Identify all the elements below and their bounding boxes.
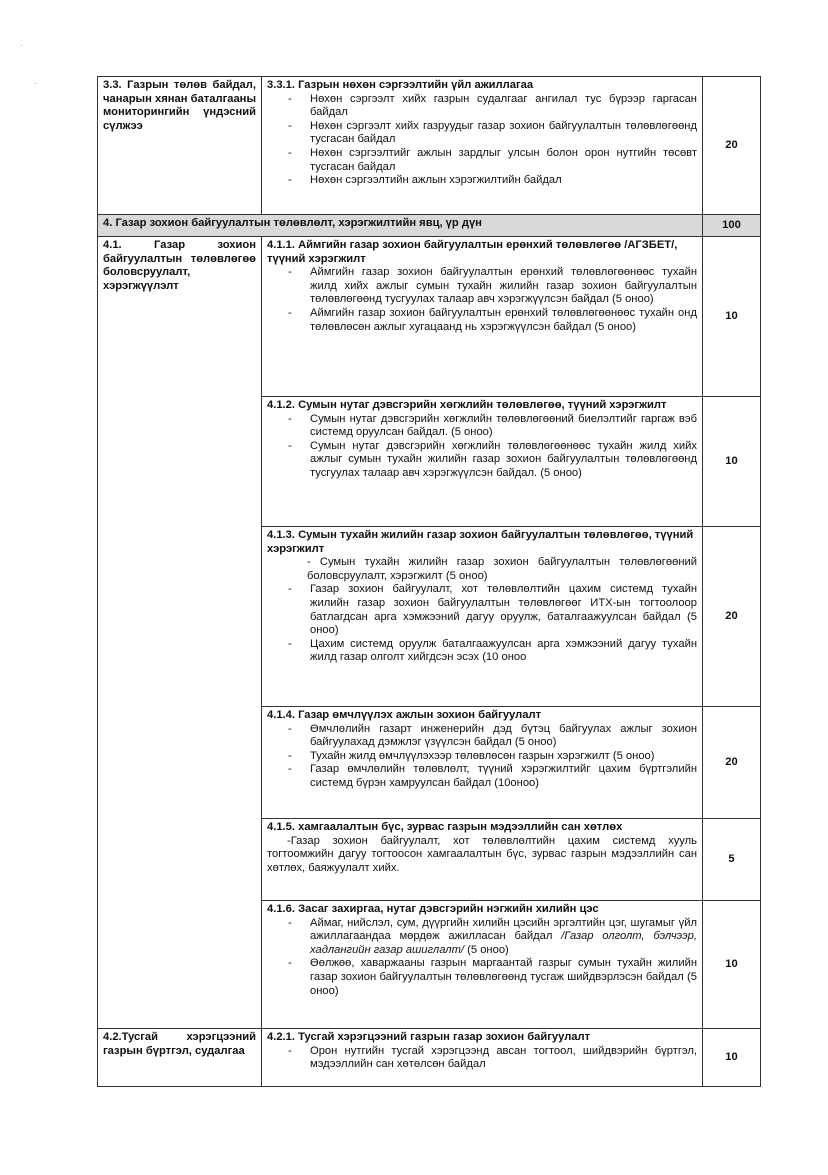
list-item: - Тухайн жилд өмчлүүлэхээр төлөвлөсөн газрын хэрэгжилт (5 оноо) (285, 750, 697, 764)
list-item: - Нөхөн сэргээлтийг ажлын зардлыг улсын болон орон нутгийн төсөвт тусгасан байдал (285, 147, 697, 174)
item-text: Аймаг, нийслэл, сум, дүүргийн хилийн цэсийн эргэлтийн цэг, шугамыг үйл ажиллагаандаа мөрдөж ажилласан байдал (310, 916, 697, 943)
list-item (285, 917, 697, 958)
criterion-cell (262, 397, 703, 527)
criterion-heading: 4.1.6. Засаг захиргаа, нутаг дэвсгэрийн нэгжийн хилийн цэс (267, 903, 599, 915)
row-label: 4.1. Газар зохион байгуулалтын төлөвлөгөө боловсруулалт, хэрэгжүүлэлт (98, 237, 262, 1029)
list-item: - Сумын нутаг дэвсгэрийн хөгжлийн төлөвлөгөөнөөс тухайн жилд хийх ажлыг сумын тухайн жилийн газар зохион байгуулалтын төлөвлөгөөнд тусгуулах талаар авч хэрэгжүүлсэн байдал. (5 оноо) (285, 440, 697, 481)
criterion-cell (262, 77, 703, 215)
criterion-cell (262, 901, 703, 1029)
score-cell: 10 (703, 397, 761, 527)
list-item: - Цахим системд оруулж баталгаажуулсан арга хэмжээний дагуу тухайн жилд газар олголт хийгдсэн эсэх (10 оноо (285, 638, 697, 665)
section-row (98, 215, 761, 237)
score-cell: 10 (703, 1029, 761, 1087)
criterion-heading: 4.1.1. Аймгийн газар зохион байгуулалтын ерөнхий төлөвлөгөө /АГЗБЕТ/, түүний хэрэгжилт (267, 239, 678, 265)
list-item: - Орон нутгийн тусгай хэрэгцээнд авсан тогтоол, шийдвэрийн бүртгэл, мэдээллийн сан хөтөлсөн байдал (285, 1045, 697, 1072)
criterion-list (267, 413, 697, 481)
list-item: - Аймгийн газар зохион байгуулалтын ерөнхий төлөвлөгөөнөөс тухайн онд төлөвлөсөн ажлыг хугацаанд нь хэрэгжүүлсэн байдал (5 оноо) (285, 307, 697, 334)
score-cell: 5 (703, 819, 761, 901)
table-row (98, 1029, 761, 1087)
criterion-text: - Сумын тухайн жилийн газар зохион байгуулалтын төлөвлөгөөний боловсруулалт, хэрэгжилт (5 оноо) (307, 556, 697, 582)
list-item: - Аймгийн газар зохион байгуулалтын ерөнхий төлөвлөгөөнөөс тухайн жилд хийх ажлыг сумын тухайн жилийн газар зохион байгуулалтын төлөвлөгөөнд тусгуулах талаар авч хэрэгжүүлсэн байдал (5 оноо) (285, 266, 697, 307)
list-item: - Өмчлөлийн газарт инженерийн дэд бүтэц байгуулах ажлыг зохион байгуулахад дэмжлэг үзүүлсэн байдал (5 оноо) (285, 723, 697, 750)
criterion-heading: 4.1.2. Сумын нутаг дэвсгэрийн хөгжлийн төлөвлөгөө, түүний хэрэгжилт (267, 399, 667, 411)
row-label: 4.2.Тусгай хэрэгцээний газрын бүртгэл, судалгаа (98, 1029, 262, 1087)
score-cell: 10 (703, 901, 761, 1029)
criterion-heading: 4.1.4. Газар өмчлүүлэх ажлын зохион байгуулалт (267, 709, 542, 721)
criterion-list (267, 723, 697, 791)
criterion-heading: 4.1.5. хамгаалалтын бүс, зурвас газрын мэдээллийн сан хөтлөх (267, 821, 623, 833)
criterion-heading: 4.1.3. Сумын тухайн жилийн газар зохион байгуулалтын төлөвлөгөө, түүний хэрэгжилт (267, 529, 694, 555)
score-cell: 20 (703, 77, 761, 215)
list-item: - Өөлжөө, хаваржааны газрын маргаантай газрыг сумын тухайн жилийн газар зохион байгуулалтын төлөвлөгөөнд тусгаж шийдвэрлэсэн байдал (5 оноо) (285, 957, 697, 998)
criterion-list (267, 583, 697, 665)
criterion-list (267, 1045, 697, 1072)
score-cell: 10 (703, 237, 761, 397)
scan-mark: · (20, 40, 23, 50)
criteria-table (97, 76, 761, 1087)
criterion-heading: 3.3.1. Газрын нөхөн сэргээлтийн үйл ажиллагаа (267, 79, 534, 91)
row-label: 3.3. Газрын төлөв байдал, чанарын хянан баталгааны мониторингийн үндэсний сүлжээ (98, 77, 262, 215)
section-score: 100 (703, 215, 761, 237)
scan-mark: - (34, 78, 37, 88)
criterion-cell (262, 1029, 703, 1087)
score-cell: 20 (703, 527, 761, 707)
criterion-heading: 4.2.1. Тусгай хэрэгцээний газрын газар зохион байгуулалт (267, 1031, 591, 1043)
list-item: - Нөхөн сэргээлт хийх газруудыг газар зохион байгуулалтын төлөвлөгөөнд тусгасан байдал (285, 120, 697, 147)
criterion-cell (262, 527, 703, 707)
criterion-list (267, 917, 697, 999)
list-item: - Сумын нутаг дэвсгэрийн хөгжлийн төлөвлөгөөний биелэлтийг гаргаж вэб системд оруулсан байдал. (5 оноо) (285, 413, 697, 440)
list-item: - Газар зохион байгуулалт, хот төлөвлөлтийн цахим системд тухайн жилийн газар зохион байгуулалтын төлөвлөгөөг ИТХ-ын тогтоолоор батлагдсан арга хэмжээний дагуу оруулж, баталгаажуулсан байдал (5 оноо) (285, 583, 697, 637)
table-row (98, 77, 761, 215)
section-title: 4. Газар зохион байгуулалтын төлөвлөлт, хэрэгжилтийн явц, үр дүн (98, 215, 703, 237)
criterion-text: -Газар зохион байгуулалт, хот төлөвлөлтийн цахим системд хууль тогтоомжийн дагуу тогтоосон хамгаалалтын бүс, зурвас газрын мэдээллийн сан хөтлөх, баяжуулалт хийх. (267, 834, 697, 874)
list-item: - Газар өмчлөлийн төлөвлөлт, түүний хэрэгжилтийг цахим бүртгэлийн системд бүрэн хамруулсан байдал (10оноо) (285, 763, 697, 790)
criterion-list (267, 266, 697, 334)
table-row (98, 237, 761, 397)
criterion-cell (262, 819, 703, 901)
criterion-cell (262, 237, 703, 397)
item-text: (5 оноо) (464, 943, 509, 956)
criterion-list (267, 93, 697, 188)
score-cell: 20 (703, 707, 761, 819)
list-item: - Нөхөн сэргээлтийн ажлын хэрэгжилтийн байдал (285, 174, 697, 188)
criterion-cell (262, 707, 703, 819)
item-text-italic: /Газар олголт, бэлчээр, хадлангийн газар ашиглалт/ (310, 930, 697, 956)
list-item: - Нөхөн сэргээлт хийх газрын судалгааг ангилал тус бүрээр гаргасан байдал (285, 93, 697, 120)
